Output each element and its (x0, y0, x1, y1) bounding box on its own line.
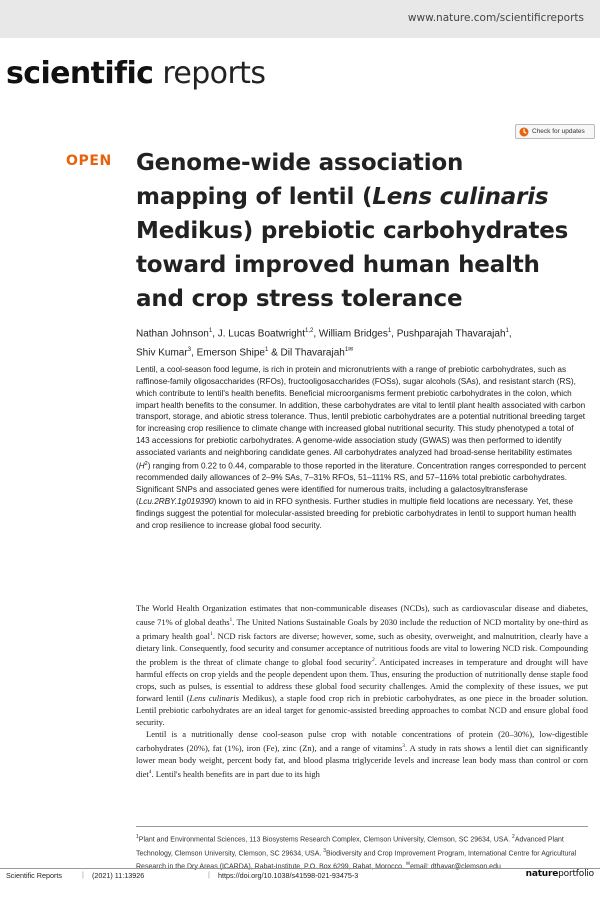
body-text-segment: . NCD risk factors are diverse; however, some, such as obesity, overweight, and malnutrition, clearly have a dietary link. Consequently, food security and consumer acceptance of nutritious foods are vital to lowering NCD risk. Compounding the problem is the threat of climate change to global food security (136, 630, 588, 667)
author-separator: , (212, 328, 218, 340)
author-affiliation-marker: 1 (208, 328, 213, 334)
body-text-segment: . A study in rats shows a lentil diet can significantly lower mean body weight, percent body fat, and blood plasma triglyceride levels and increase lean body mass than control or corn diet (136, 742, 588, 779)
reference-link[interactable]: 2 (371, 656, 375, 663)
author-separator: , (313, 328, 319, 340)
author-list (136, 323, 581, 362)
reference-link[interactable]: 1 (229, 617, 233, 624)
reference-link[interactable]: 3 (402, 743, 406, 749)
abstract (136, 364, 586, 532)
body-text (136, 602, 588, 780)
affiliation-text: Advanced Plant Technology, Clemson University, Clemson, SC 29634, USA. (136, 836, 564, 857)
reference-link[interactable]: 1 (210, 630, 213, 637)
corresponding-email-link[interactable]: email: dthavar@clemson.edu (410, 863, 501, 871)
top-bar (0, 0, 600, 38)
author-name[interactable]: Nathan Johnson (136, 328, 209, 340)
affiliations (136, 832, 588, 873)
body-text-segment: Medikus), a staple food crop rich in prebiotic carbohydrates, as one piece in the broader solution. Lentil prebiotic carbohydrates are an ideal target for genomic-assisted breeding approaches to combat NCD and ensure global food security. (136, 692, 589, 727)
check-updates-label: Check for updates (532, 128, 585, 135)
author-affiliation-marker[interactable]: 1✉ (344, 347, 354, 354)
author-name[interactable]: Dil Thavarajah (280, 347, 345, 359)
author-name[interactable]: J. Lucas Boatwright (217, 328, 306, 340)
abstract-text-1: Lentil, a cool-season food legume, is rich in protein and micronutrients with a range of prebiotic carbohydrates, such as raffinose-family oligosaccharides (RFOs), fructooligosaccharides (FOSs), sugar alcohols (SAs), and resistant starch (RS), which contribute to lentil's health benefits. Beneficial microorganisms ferment prebiotic carbohydrates in the colon, which impart health benefits to the consumer. In addition, these carbohydrates are vital to lentil plant health associated with carbon transport, storage, and abiotic stress tolerance. Thus, lentil prebiotic carbohydrates are a potential nutritional breeding target for increasing crop resilience to climate change with increased global nutritional security. This study phenotyped a total of 143 accessions for prebiotic carbohydrates. A genome-wide association study (GWAS) was then performed to identify associated variants and neighboring candidate genes. All carbohydrates analyzed had broad-sense heritability estimates ( (136, 365, 586, 471)
body-text-segment: . Anticipated increases in temperature and drought will have harmful effects on crop yields and the people dependent upon them. Thus, ensuring the production of nutritionally dense staple food crops, such as pulses, is essential to address these global food security challenges. Amid the complexity of these issues, we put forward lentil ( (136, 656, 589, 703)
site-url-link[interactable]: www.nature.com/scientificreports (407, 12, 584, 24)
gene-id-italic: Lcu.2RBY.1g019390 (138, 497, 214, 507)
publisher-logo-nature: nature (525, 869, 559, 879)
author-name[interactable]: Shiv Kumar (136, 347, 188, 359)
heritability-symbol: H (138, 461, 145, 471)
body-text-segment: Lentil is a nutritionally dense cool-season pulse crop with notable concentrations of protein (20–30%), low-digestible carbohydrates (20%), fat (1%), iron (Fe), zinc (Zn), and a range of vitamins (136, 728, 588, 753)
author-affiliation-marker: 3 (187, 347, 192, 354)
footer-citation: (2021) 11:13926 (92, 871, 145, 880)
affiliation-marker: 1 (136, 834, 139, 840)
affiliation-text: Biodiversity and Crop Improvement Program, International Centre for Agricultural Research in the Dry Areas (ICARDA), Rabat-Institute, P.O. Box 6299, Rabat, Morocco. (136, 849, 577, 871)
body-paragraph (136, 602, 588, 728)
abstract-text-3: ) known to aid in RFO synthesis. Further studies in multiple field locations are necessary. Yet, these findings suggest the potential for molecular-assisted breeding for prebiotic carbohydrates in lentil to support human health and crop resilience to increase global food security. (136, 497, 577, 530)
author-separator: , (508, 328, 512, 340)
publisher-logo-portfolio: portfolio (558, 869, 594, 879)
title-part-2: Medikus) prebiotic carbohydrates toward improved human health and crop stress tolerance (136, 218, 569, 312)
author-affiliation-marker: 1 (387, 328, 392, 334)
author-affiliation-marker: 1,2 (305, 328, 314, 334)
journal-logo-reports: reports (162, 56, 266, 91)
author-separator-last: & (268, 347, 281, 359)
affiliation-text: Plant and Environmental Sciences, 113 Biosystems Research Complex, Clemson University, Clemson, SC 29634, USA. (138, 836, 513, 844)
heritability-superscript: 2 (144, 460, 148, 467)
author-name[interactable]: William Bridges (318, 328, 388, 340)
body-text-segment: The World Health Organization estimates that non-communicable diseases (NCDs), such as cardiovascular disease and diabetes, cause 71% of global deaths (136, 603, 588, 627)
author-separator: , (191, 347, 197, 359)
author-separator: , (391, 328, 397, 340)
body-species-italic: Lens culinaris (189, 692, 239, 703)
journal-logo-scientific: scientific (6, 56, 154, 91)
reference-link[interactable]: 4 (148, 768, 152, 775)
author-name[interactable]: Emerson Shipe (196, 347, 265, 359)
author-name[interactable]: Pushparajah Thavarajah (396, 328, 506, 340)
footer-journal-name: Scientific Reports (6, 871, 62, 880)
footer-divider (0, 868, 600, 869)
footer-doi-link[interactable]: https://doi.org/10.1038/s41598-021-93475-3 (218, 871, 359, 880)
article-title (136, 146, 576, 316)
author-affiliation-marker: 1 (505, 328, 509, 334)
nature-portfolio-logo[interactable] (526, 869, 594, 879)
title-species-italic: Lens culinaris (372, 184, 549, 210)
journal-logo[interactable] (6, 56, 265, 91)
check-for-updates-button[interactable] (515, 124, 595, 139)
body-text-segment: . Lentil's health benefits are in part due to its high (151, 768, 320, 779)
footer-separator: | (208, 870, 210, 879)
open-access-label: OPEN (66, 153, 112, 169)
email-icon: ✉ (405, 861, 411, 868)
footer-separator: | (82, 870, 84, 879)
abstract-text-2: ) ranging from 0.22 to 0.44, comparable to those reported in the literature. Concentration ranges corresponded to percent recommended daily allowances of 2–9% SAs, 7–31% RFOs, 51–111% RS, and 57–116% total prebiotic carbohydrates. Significant SNPs and associated genes were identified for numerous traits, including a galactosyltransferase ( (136, 461, 587, 507)
affiliation-marker: 2 (512, 834, 515, 840)
body-text-segment: . The United Nations Sustainable Goals by 2030 include the reduction of NCD mortality by one-third as a primary health goal (136, 616, 588, 641)
title-part-1: Genome-wide association mapping of lentil ( (136, 150, 464, 210)
affiliation-marker: 3 (323, 847, 327, 854)
affiliations-divider (136, 826, 588, 827)
check-updates-icon (519, 127, 529, 137)
author-affiliation-marker: 1 (264, 347, 269, 354)
body-paragraph (136, 728, 588, 780)
